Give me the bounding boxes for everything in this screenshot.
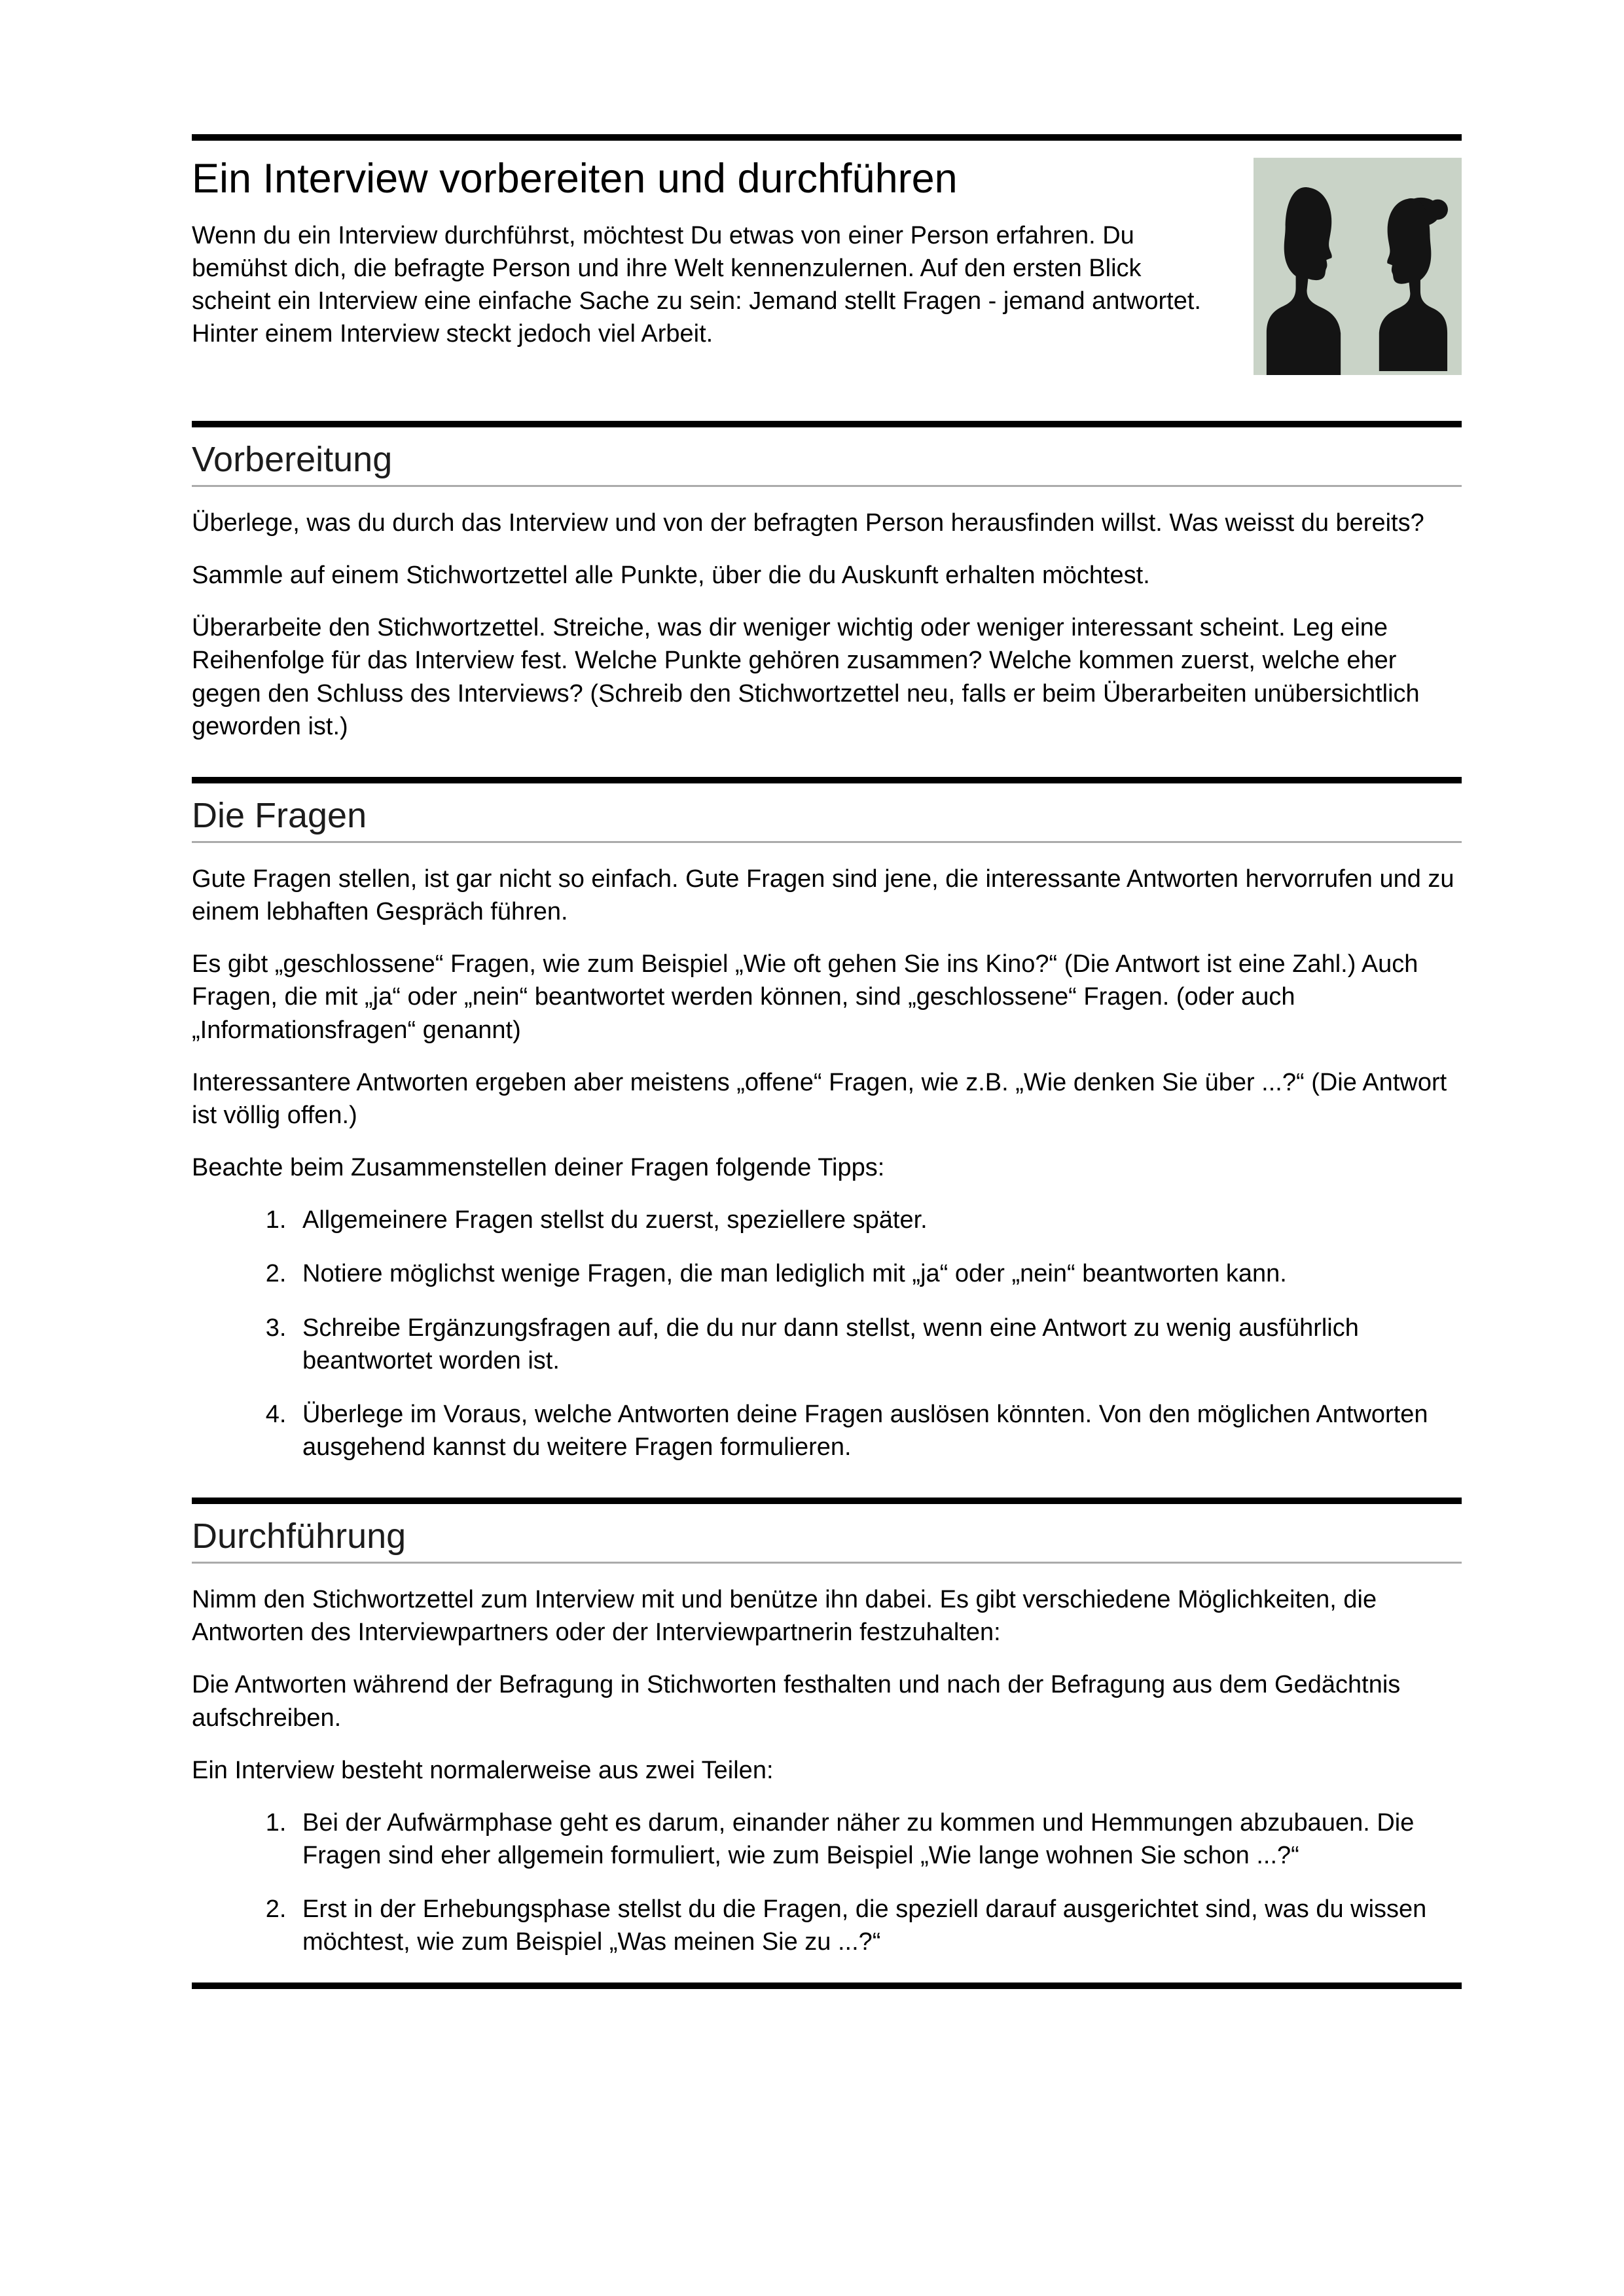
- interview-photo: [1254, 158, 1462, 375]
- paragraph: Nimm den Stichwortzettel zum Interview mit und benütze ihn dabei. Es gibt verschiedene Möglichkeiten, die Antworten des Interviewpartners oder der Interviewpartnerin festzuhalten:: [192, 1586, 1377, 1647]
- paragraph: Gute Fragen stellen, ist gar nicht so einfach. Gute Fragen sind jene, die interessante Antworten hervorrufen und zu einem lebhaften Gespräch führen.: [192, 865, 1454, 926]
- section-heading: Die Fragen: [192, 795, 367, 835]
- section-rule: [192, 421, 1462, 427]
- paragraph: Beachte beim Zusammenstellen deiner Fragen folgende Tipps:: [192, 1154, 885, 1182]
- bottom-rule: [192, 1982, 1462, 1989]
- top-rule: [192, 134, 1462, 141]
- section-vorbereitung: [192, 421, 1462, 743]
- section-rule: [192, 777, 1462, 783]
- list-item: 1. Bei der Aufwärmphase geht es darum, einander näher zu kommen und Hemmungen abzubauen. Die Fragen sind eher allgemein formuliert, wie zum Beispiel „Wie lange wohnen Sie schon ...?“: [293, 1806, 1462, 1872]
- section-rule: [192, 1498, 1462, 1504]
- list-item: 2. Erst in der Erhebungsphase stellst du die Fragen, die speziell darauf ausgerichtet sind, was du wissen möchtest, wie zum Beispiel „Was meinen Sie zu ...?“: [293, 1893, 1462, 1958]
- heading-underline: [192, 485, 1462, 487]
- title-block: [192, 141, 1462, 387]
- section-durchfuehrung: [192, 1498, 1462, 1988]
- list-item: 1. Allgemeinere Fragen stellst du zuerst, speziellere später.: [293, 1204, 1462, 1236]
- heading-underline: [192, 841, 1462, 843]
- list-item: 4. Überlege im Voraus, welche Antworten deine Fragen auslösen könnten. Von den möglichen Antworten ausgehend kannst du weitere Fragen formulieren.: [293, 1398, 1462, 1463]
- document-content: [192, 134, 1462, 1989]
- paragraph: Überarbeite den Stichwortzettel. Streiche, was dir weniger wichtig oder weniger interessant scheint. Leg eine Reihenfolge für das Interview fest. Welche Punkte gehören zusammen? Welche kommen zuerst, welche eher gegen den Schluss des Interviews? (Schreib den Stichwortzettel neu, falls er beim Überarbeiten unübersichtlich geworden ist.): [192, 614, 1420, 740]
- paragraph: Überlege, was du durch das Interview und von der befragten Person herausfinden willst. Was weisst du bereits?: [192, 509, 1424, 537]
- numbered-list: [192, 1806, 1462, 1959]
- paragraph: Die Antworten während der Befragung in Stichworten festhalten und nach der Befragung aus dem Gedächtnis aufschreiben.: [192, 1671, 1401, 1732]
- paragraph: Sammle auf einem Stichwortzettel alle Punkte, über die du Auskunft erhalten möchtest.: [192, 562, 1150, 590]
- heading-underline: [192, 1562, 1462, 1564]
- paragraph: Es gibt „geschlossene“ Fragen, wie zum Beispiel „Wie oft gehen Sie ins Kino?“ (Die Antwort ist eine Zahl.) Auch Fragen, die mit „ja“ oder „nein“ beantwortet werden können, sind „geschlossene“ Fragen. (oder auch „Informationsfragen“ genannt): [192, 950, 1418, 1044]
- list-item: 2. Notiere möglichst wenige Fragen, die man lediglich mit „ja“ oder „nein“ beantworten kann.: [293, 1257, 1462, 1290]
- section-heading: Durchführung: [192, 1516, 406, 1556]
- paragraph: Interessantere Antworten ergeben aber meistens „offene“ Fragen, wie z.B. „Wie denken Sie über ...?“ (Die Antwort ist völlig offen.): [192, 1068, 1447, 1129]
- numbered-list: [192, 1204, 1462, 1463]
- section-die-fragen: [192, 777, 1462, 1463]
- intro-paragraph: Wenn du ein Interview durchführst, möchtest Du etwas von einer Person erfahren. Du bemühst dich, die befragte Person und ihre Welt kennenzulernen. Auf den ersten Blick scheint ein Interview eine einfache Sache zu sein: Jemand stellt Fragen - jemand antwortet. Hinter einem Interview steckt jedoch viel Arbeit.: [192, 222, 1201, 348]
- list-item: 3. Schreibe Ergänzungsfragen auf, die du nur dann stellst, wenn eine Antwort zu wenig ausführlich beantwortet worden ist.: [293, 1312, 1462, 1377]
- section-heading: Vorbereitung: [192, 440, 393, 479]
- page-title: Ein Interview vorbereiten und durchführen: [192, 156, 958, 202]
- paragraph: Ein Interview besteht normalerweise aus zwei Teilen:: [192, 1756, 774, 1784]
